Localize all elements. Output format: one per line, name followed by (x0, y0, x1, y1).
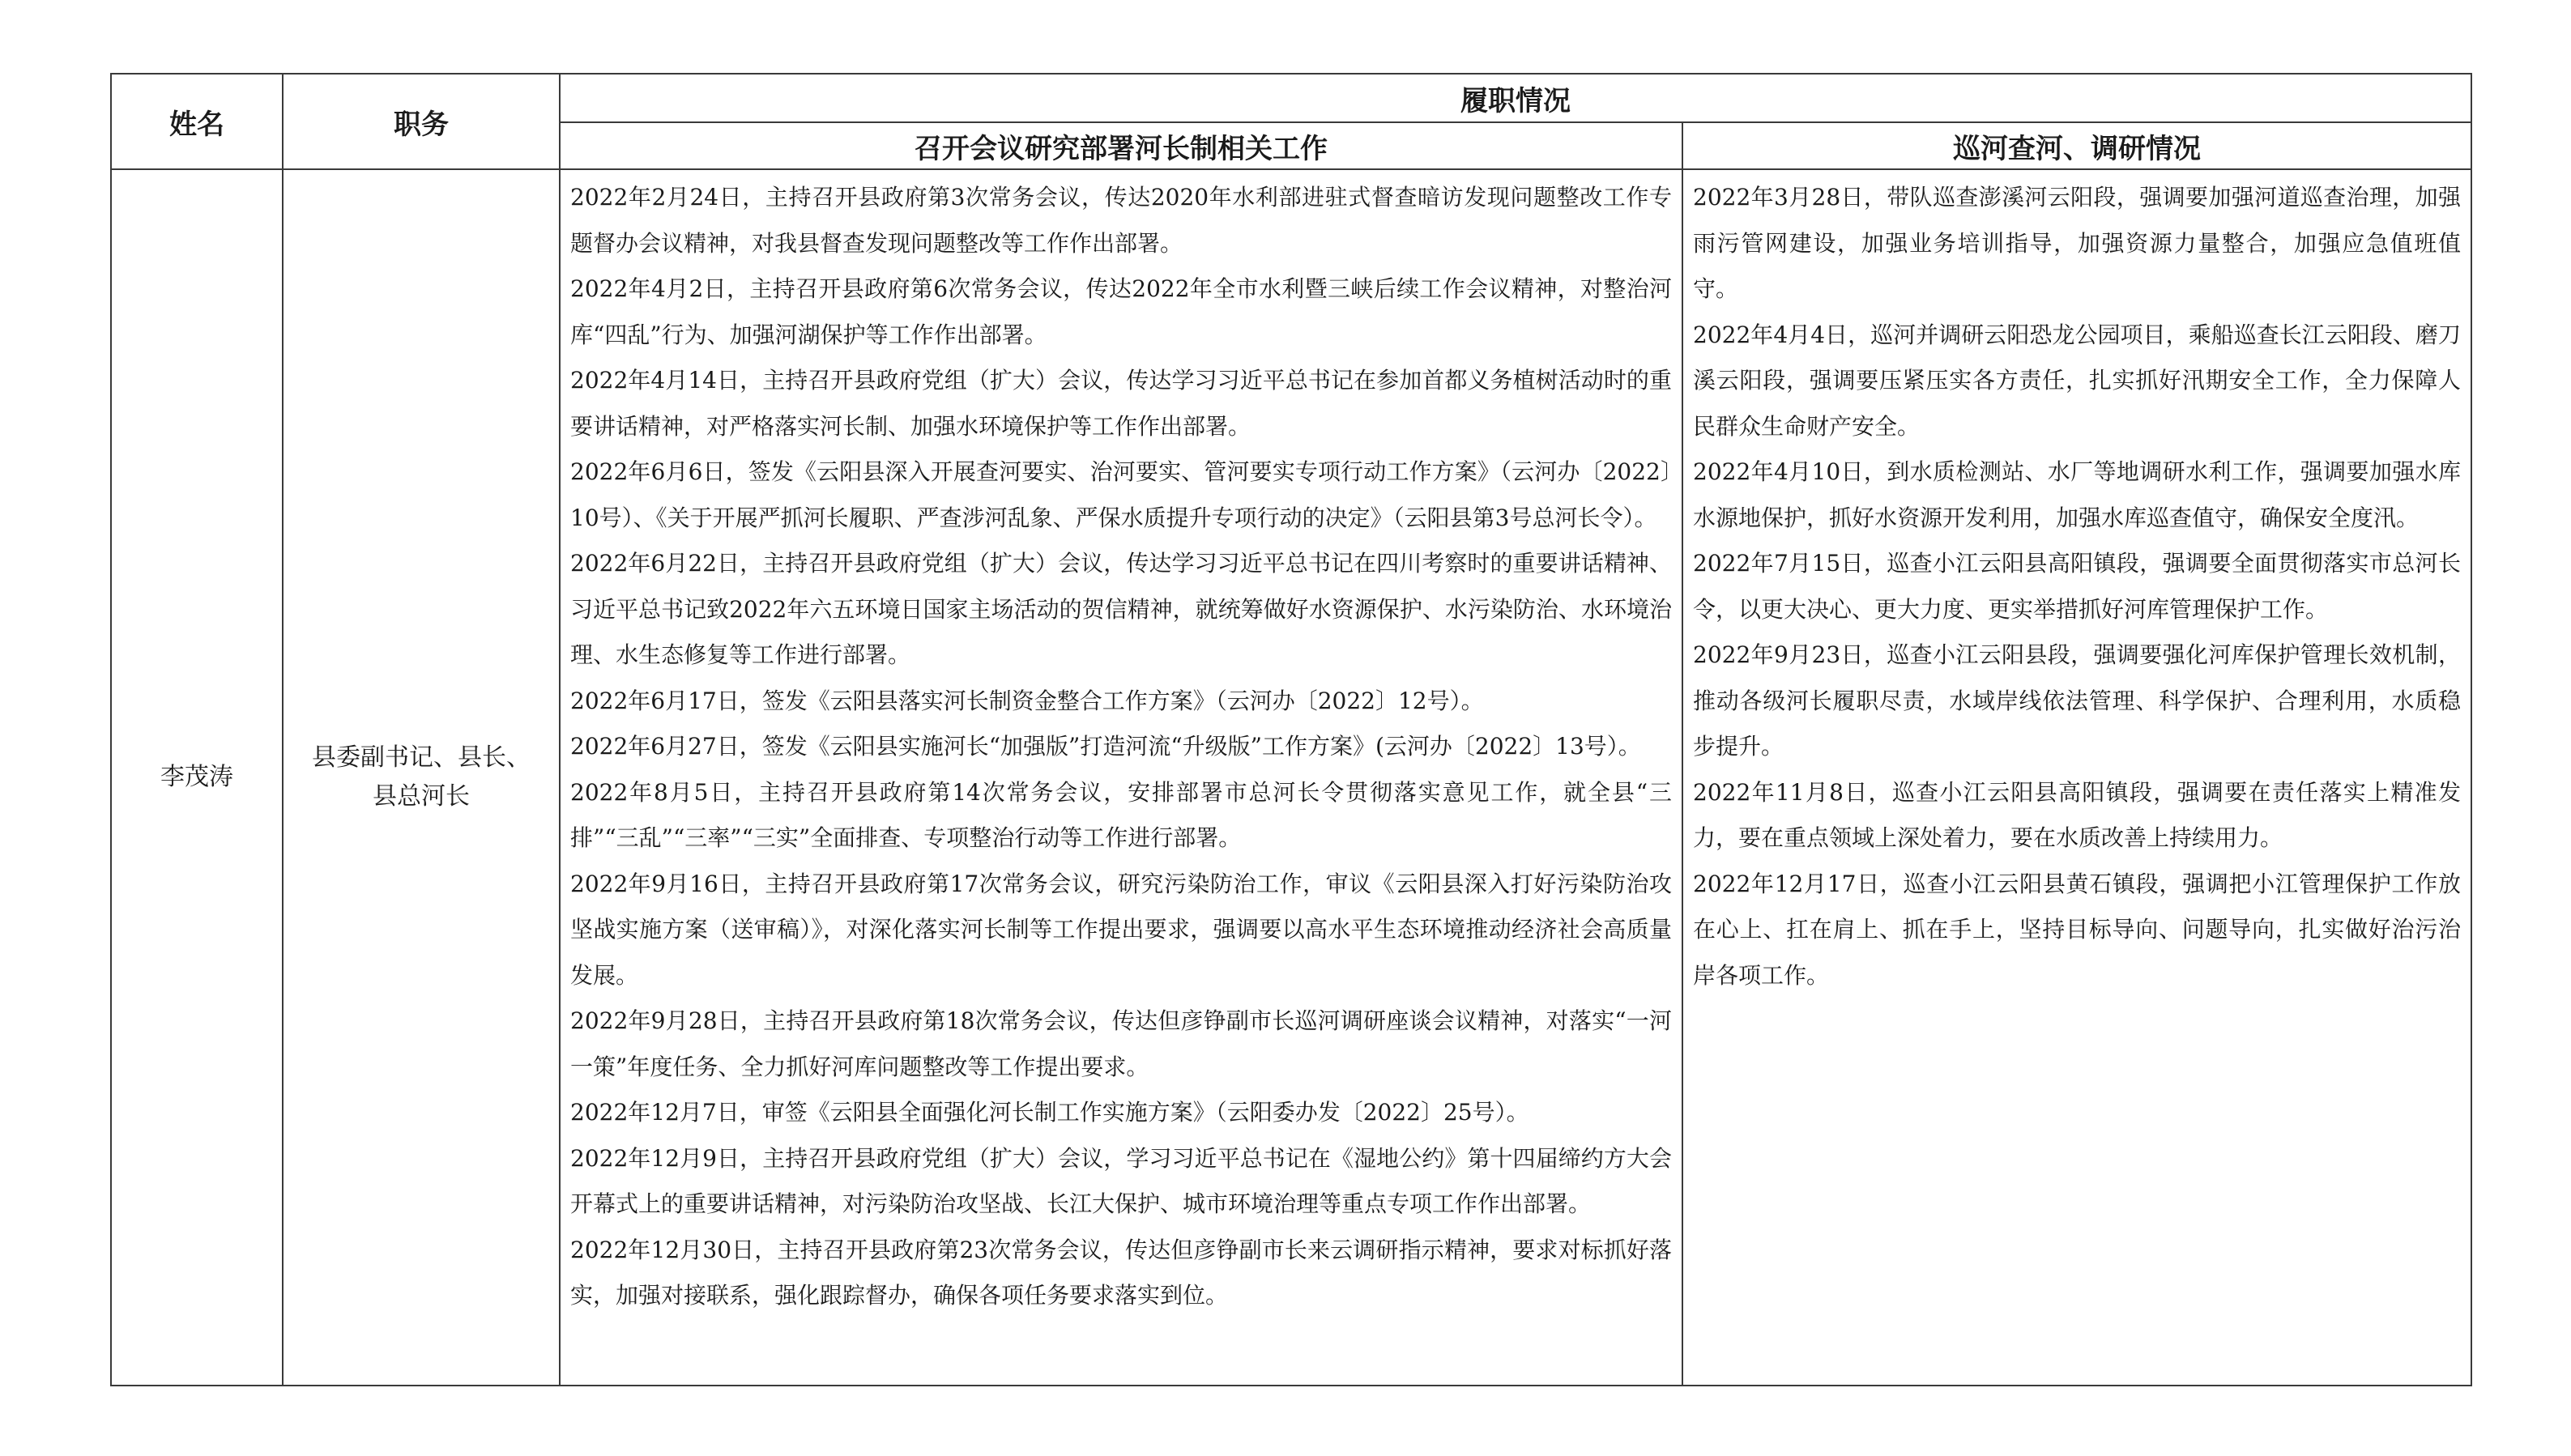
meeting-entry: 2022年4月14日，主持召开县政府党组（扩大）会议，传达学习习近平总书记在参加首都义务植树活动时的重要讲话精神，对严格落实河长制、加强水环境保护等工作作出部署。 (570, 367, 1672, 440)
header-inspections: 巡河查河、调研情况 (1682, 122, 2471, 169)
meeting-entry: 2022年9月28日，主持召开县政府第18次常务会议，传达但彦铮副市长巡河调研座谈会议精神，对落实“一河一策”年度任务、全力抓好河库问题整改等工作提出要求。 (570, 1007, 1672, 1080)
meeting-entry: 2022年6月17日，签发《云阳县落实河长制资金整合工作方案》（云河办〔2022〕12号）。 (570, 687, 1484, 714)
meetings-cell (560, 169, 1682, 1386)
post-line-1: 县委副书记、县长、 (312, 743, 531, 772)
inspection-entry: 2022年4月10日，到水质检测站、水厂等地调研水利工作，强调要加强水库水源地保护，抓好水资源开发利用，加强水库巡查值守，确保安全度汛。 (1693, 458, 2461, 531)
meeting-entry: 2022年6月22日，主持召开县政府党组（扩大）会议，传达学习习近平总书记在四川考察时的重要讲话精神、习近平总书记致2022年六五环境日国家主场活动的贺信精神，就统筹做好水资源保护、水污染防治、水环境治理、水生态修复等工作进行部署。 (570, 550, 1672, 668)
meeting-entry: 2022年6月27日，签发《云阳县实施河长“加强版”打造河流“升级版”工作方案》(云河办〔2022〕13号）。 (570, 733, 1641, 760)
meeting-entry: 2022年12月7日，审签《云阳县全面强化河长制工作实施方案》（云阳委办发〔2022〕25号）。 (570, 1099, 1529, 1126)
meeting-entry: 2022年2月24日，主持召开县政府第3次常务会议，传达2020年水利部进驻式督查暗访发现问题整改工作专题督办会议精神，对我县督查发现问题整改等工作作出部署。 (570, 184, 1672, 257)
meeting-entry: 2022年6月6日，签发《云阳县深入开展查河要实、治河要实、管河要实专项行动工作方案》（云河办〔2022〕10号）、《关于开展严抓河长履职、严查涉河乱象、严保水质提升专项行动的决定》（云阳县第3号总河长令）。 (570, 458, 1672, 531)
meeting-entry: 2022年12月30日，主持召开县政府第23次常务会议，传达但彦铮副市长来云调研指示精神，要求对标抓好落实，加强对接联系，强化跟踪督办，确保各项任务要求落实到位。 (570, 1236, 1672, 1309)
meeting-entry: 2022年9月16日，主持召开县政府第17次常务会议，研究污染防治工作，审议《云阳县深入打好污染防治攻坚战实施方案（送审稿）》，对深化落实河长制等工作提出要求，强调要以高水平生态环境推动经济社会高质量发展。 (570, 870, 1672, 989)
inspection-entry: 2022年7月15日，巡查小江云阳县高阳镇段，强调要全面贯彻落实市总河长令，以更大决心、更大力度、更实举措抓好河库管理保护工作。 (1693, 550, 2461, 623)
inspection-entry: 2022年9月23日，巡查小江云阳县段，强调要强化河库保护管理长效机制，推动各级河长履职尽责，水域岸线依法管理、科学保护、合理利用，水质稳步提升。 (1693, 641, 2461, 760)
inspections-cell (1682, 169, 2471, 1386)
header-post: 职务 (283, 74, 560, 169)
meeting-entry: 2022年4月2日，主持召开县政府第6次常务会议，传达2022年全市水利暨三峡后续工作会议精神，对整治河库“四乱”行为、加强河湖保护等工作作出部署。 (570, 275, 1672, 348)
duty-table (110, 73, 2472, 1386)
header-performance: 履职情况 (560, 74, 2471, 122)
person-name: 李茂涛 (111, 169, 283, 1386)
inspection-entry: 2022年4月4日，巡河并调研云阳恐龙公园项目，乘船巡查长江云阳段、磨刀溪云阳段，强调要压紧压实各方责任，扎实抓好汛期安全工作，全力保障人民群众生命财产安全。 (1693, 321, 2461, 440)
inspection-entry: 2022年12月17日，巡查小江云阳县黄石镇段，强调把小江管理保护工作放在心上、扛在肩上、抓在手上，坚持目标导向、问题导向，扎实做好治污治岸各项工作。 (1693, 870, 2461, 989)
meeting-entry: 2022年12月9日，主持召开县政府党组（扩大）会议，学习习近平总书记在《湿地公约》第十四届缔约方大会开幕式上的重要讲话精神，对污染防治攻坚战、长江大保护、城市环境治理等重点专项工作作出部署。 (570, 1144, 1672, 1217)
person-post (283, 169, 560, 1386)
post-line-2: 县总河长 (373, 782, 470, 811)
inspection-entry: 2022年11月8日，巡查小江云阳县高阳镇段，强调要在责任落实上精准发力，要在重点领域上深处着力，要在水质改善上持续用力。 (1693, 778, 2461, 851)
inspection-entry: 2022年3月28日，带队巡查澎溪河云阳段，强调要加强河道巡查治理，加强雨污管网建设，加强业务培训指导，加强资源力量整合，加强应急值班值守。 (1693, 184, 2461, 302)
header-name: 姓名 (111, 74, 283, 169)
header-meetings: 召开会议研究部署河长制相关工作 (560, 122, 1682, 169)
meeting-entry: 2022年8月5日，主持召开县政府第14次常务会议，安排部署市总河长令贯彻落实意见工作，就全县“三排”“三乱”“三率”“三实”全面排查、专项整治行动等工作进行部署。 (570, 778, 1672, 851)
